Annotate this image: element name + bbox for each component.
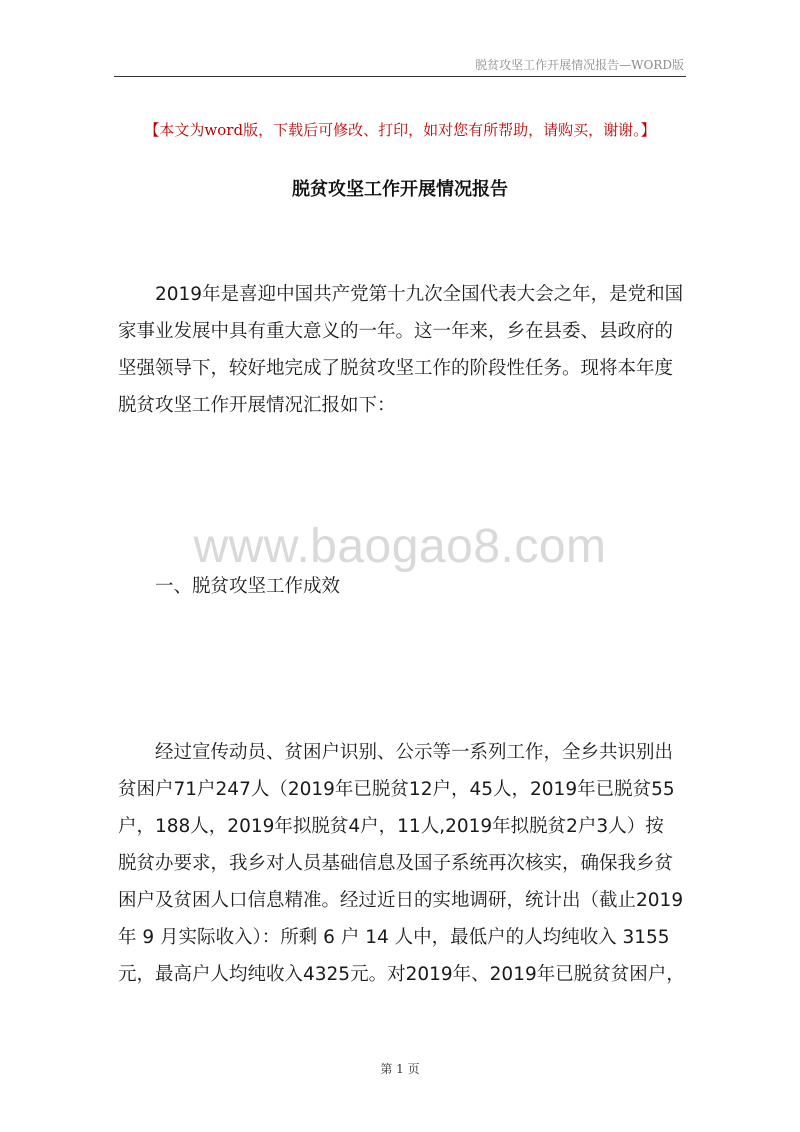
- intro-paragraph: [118, 276, 684, 424]
- document-title: 脱贫攻坚工作开展情况报告: [292, 179, 508, 200]
- paragraph-line: 年 9 月实际收入）：所剩 6 户 14 人中，最低户的人均纯收入 3155: [118, 927, 670, 948]
- paragraph-line: 贫困户71户247人（2019年已脱贫12户，45人，2019年已脱贫55: [118, 779, 675, 800]
- paragraph-line: 经过宣传动员、贫困户识别、公示等一系列工作，全乡共识别出: [155, 742, 674, 763]
- paragraph-line: 脱贫攻坚工作开展情况汇报如下：: [118, 395, 396, 416]
- page-number: 第 1 页: [380, 1062, 420, 1076]
- results-paragraph: [118, 734, 684, 993]
- paragraph-line: 坚强领导下，较好地完成了脱贫攻坚工作的阶段性任务。现将本年度: [118, 358, 674, 379]
- paragraph-line: 元，最高户人均纯收入4325元。对2019年、2019年已脱贫贫困户，: [118, 964, 685, 985]
- page-header-text: 脱贫攻坚工作开展情况报告—WORD版: [475, 58, 684, 72]
- paragraph-line: 脱贫办要求，我乡对人员基础信息及国子系统再次核实，确保我乡贫: [118, 853, 674, 874]
- paragraph-line: 2019年是喜迎中国共产党第十九次全国代表大会之年，是党和国: [155, 284, 684, 305]
- section-heading-text: 一、脱贫攻坚工作成效: [155, 576, 341, 597]
- paragraph-line: 家事业发展中具有重大意义的一年。这一年来，乡在县委、县政府的: [118, 321, 674, 342]
- paragraph-line: 困户及贫困人口信息精准。经过近日的实地调研，统计出（截止2019: [118, 890, 684, 911]
- section-heading: [118, 568, 684, 605]
- header-divider: [114, 76, 686, 77]
- download-notice: 【本文为word版，下载后可修改、打印，如对您有所帮助，请购买，谢谢。】: [144, 121, 656, 139]
- paragraph-line: 户，188人，2019年拟脱贫4户，11人,2019年拟脱贫2户3人）按: [118, 816, 664, 837]
- site-watermark: www.baogao8.com: [193, 520, 607, 573]
